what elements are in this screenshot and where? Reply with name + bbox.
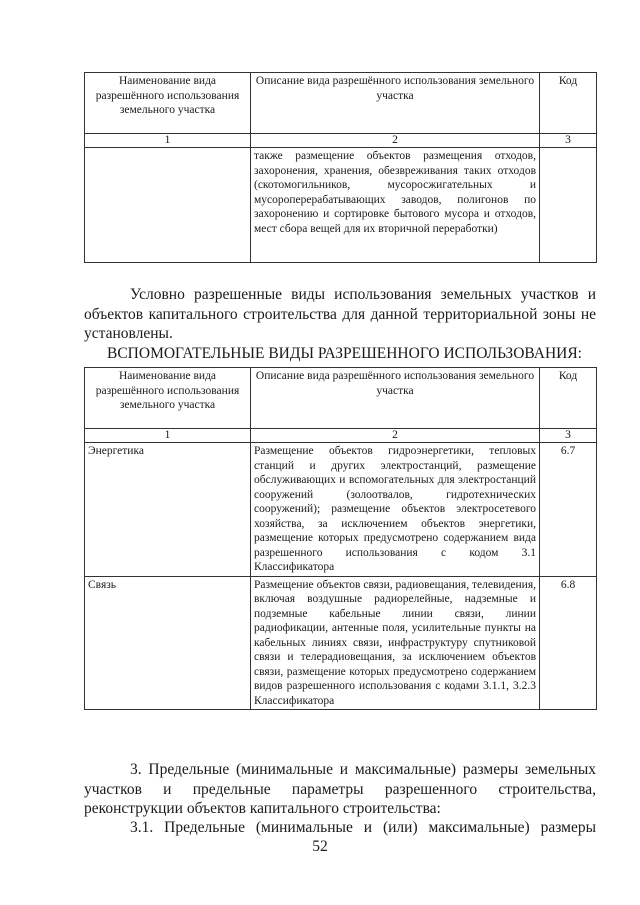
permitted-uses-table-continued (84, 72, 597, 263)
paragraph-conditional-uses: Условно разрешенные виды использования земельных участков и объектов капитального строительства для данной территориальной зоны не установлены. (84, 286, 596, 342)
table-number-row (85, 429, 597, 443)
use-description-communication: Размещение объектов связи, радиовещания, телевидения, включая воздушные радиорелейные, надземные и подземные кабельные линии связи, линии радиофикации, антенные поля, усилительные пункты на кабельных линиях связи, инфраструктуру спутниковой связи и телерадиовещания, за исключением объектов связи, размещение которых предусмотрено содержанием видов разрешенного использования с кодами 3.1.1, 3.2.3 Классификатора (251, 576, 540, 710)
table-row (85, 443, 597, 577)
header-code: Код (540, 73, 597, 134)
column-number-2: 2 (251, 429, 540, 443)
header-description: Описание вида разрешённого использования земельного участка (251, 368, 540, 429)
column-number-3: 3 (540, 429, 597, 443)
table-number-row (85, 134, 597, 148)
use-name-communication: Связь (85, 576, 251, 710)
table-cell-code-empty (540, 148, 597, 263)
header-name: Наименование вида разрешённого использования земельного участка (85, 368, 251, 429)
header-description: Описание вида разрешённого использования земельного участка (251, 73, 540, 134)
table-row (85, 576, 597, 710)
table-cell-description: также размещение объектов размещения отходов, захоронения, хранения, обезвреживания таких отходов (скотомогильников, мусоросжигательных и мусороперерабатывающих заводов, полигонов по захоронению и сортировке бытового мусора и отходов, мест сбора вещей для их вторичной переработки) (251, 148, 540, 263)
paragraph-section-3-1: 3.1. Предельные (минимальные и (или) максимальные) размеры (130, 819, 596, 836)
page-number: 52 (312, 838, 328, 855)
table-header-row (85, 73, 597, 134)
header-name: Наименование вида разрешённого использования земельного участка (85, 73, 251, 134)
use-description-energy: Размещение объектов гидроэнергетики, тепловых станций и других электростанций, размещение обслуживающих и вспомогательных для электростанций сооружений (золоотвалов, гидротехнических сооружений); размещение объектов электросетевого хозяйства, за исключением объектов энергетики, размещение которых предусмотрено содержанием вида разрешенного использования с кодом 3.1 Классификатора (251, 443, 540, 577)
section-heading-auxiliary: ВСПОМОГАТЕЛЬНЫЕ ВИДЫ РАЗРЕШЕННОГО ИСПОЛЬЗОВАНИЯ: (107, 345, 582, 362)
auxiliary-uses-table (84, 367, 597, 710)
column-number-1: 1 (85, 429, 251, 443)
table-row (85, 148, 597, 263)
use-name-energy: Энергетика (85, 443, 251, 577)
column-number-1: 1 (85, 134, 251, 148)
use-code-energy: 6.7 (540, 443, 597, 577)
use-code-communication: 6.8 (540, 576, 597, 710)
paragraph-section-3: 3. Предельные (минимальные и максимальные) размеры земельных участков и предельные параметры разрешенного строительства, реконструкции объектов капитального строительства: (84, 761, 596, 817)
column-number-2: 2 (251, 134, 540, 148)
table-header-row (85, 368, 597, 429)
column-number-3: 3 (540, 134, 597, 148)
header-code: Код (540, 368, 597, 429)
table-cell-name-empty (85, 148, 251, 263)
